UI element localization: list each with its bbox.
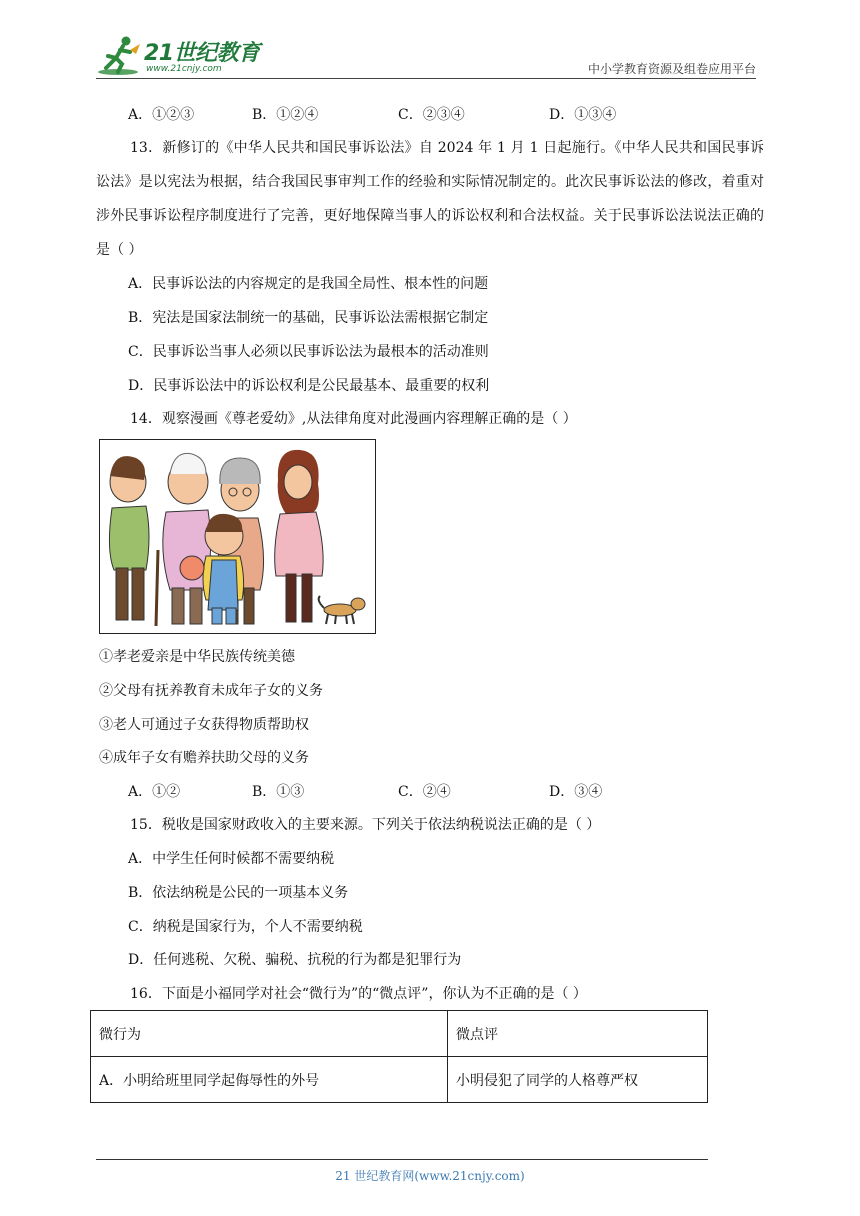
q16-stem: 16．下面是小福同学对社会“微行为”的“微点评”，你认为不正确的是（ ） bbox=[130, 986, 587, 1002]
q16-table bbox=[90, 1010, 708, 1103]
q14-statement-4: ④成年子女有赡养扶助父母的义务 bbox=[99, 750, 309, 766]
q13-option-c[interactable]: C．民事诉讼当事人必须以民事诉讼法为最根本的活动准则 bbox=[128, 344, 489, 360]
q14-options bbox=[128, 782, 602, 802]
runner-logo-icon bbox=[96, 34, 144, 78]
q13-option-d[interactable]: D．民事诉讼法中的诉讼权利是公民最基本、最重要的权利 bbox=[128, 378, 490, 394]
q12-option-d[interactable]: D．①③④ bbox=[549, 107, 617, 123]
q14-option-c[interactable]: C．②④ bbox=[398, 784, 451, 800]
platform-title: 中小学教育资源及组卷应用平台 bbox=[587, 62, 756, 76]
q13-option-b[interactable]: B．宪法是国家法制统一的基础，民事诉讼法需根据它制定 bbox=[128, 310, 489, 326]
logo-text: 21世纪教育 bbox=[144, 41, 260, 66]
table-cell-behavior[interactable]: A．小明给班里同学起侮辱性的外号 bbox=[91, 1057, 448, 1103]
q14-statement-1: ①孝老爱亲是中华民族传统美德 bbox=[99, 649, 295, 665]
q12-options bbox=[128, 105, 616, 125]
cartoon-respect-elders bbox=[99, 439, 376, 634]
logo-url: www.21cnjy.com bbox=[146, 64, 222, 74]
q15-option-a[interactable]: A．中学生任何时候都不需要纳税 bbox=[128, 851, 335, 867]
table-header-behavior: 微行为 bbox=[91, 1011, 448, 1057]
table-cell-comment: 小明侵犯了同学的人格尊严权 bbox=[448, 1057, 708, 1103]
q14-statement-3: ③老人可通过子女获得物质帮助权 bbox=[99, 717, 309, 733]
header-divider bbox=[96, 78, 756, 79]
site-logo[interactable] bbox=[96, 34, 266, 78]
q15-stem: 15．税收是国家财政收入的主要来源。下列关于依法纳税说法正确的是（ ） bbox=[130, 817, 601, 833]
q14-option-a[interactable]: A．①② bbox=[128, 784, 181, 800]
q14-option-b[interactable]: B．①③ bbox=[252, 784, 305, 800]
family-cartoon-illustration bbox=[100, 440, 376, 634]
table-header-comment: 微点评 bbox=[448, 1011, 708, 1057]
q15-option-d[interactable]: D．任何逃税、欠税、骗税、抗税的行为都是犯罪行为 bbox=[128, 952, 462, 968]
q12-option-c[interactable]: C．②③④ bbox=[398, 107, 465, 123]
q15-option-c[interactable]: C．纳税是国家行为，个人不需要纳税 bbox=[128, 919, 363, 935]
q14-option-d[interactable]: D．③④ bbox=[549, 784, 603, 800]
table-header-row bbox=[91, 1011, 708, 1057]
q12-option-a[interactable]: A．①②③ bbox=[128, 107, 195, 123]
q13-stem: 13．新修订的《中华人民共和国民事诉讼法》自 2024 年 1 月 1 日起施行。《中华人民共和国民事诉讼法》是以宪法为根据，结合我国民事审判工作的经验和实际情况制定的。此次民事诉讼法的修改，着重对涉外民事诉讼程序制度进行了完善，更好地保障当事人的诉讼权利和合法权益。关于民事诉讼法说法正确的是（ ） bbox=[96, 140, 764, 258]
q14-statement-2: ②父母有抚养教育未成年子女的义务 bbox=[99, 683, 323, 699]
q15-option-b[interactable]: B．依法纳税是公民的一项基本义务 bbox=[128, 885, 349, 901]
footer-link[interactable]: 21 世纪教育网(www.21cnjy.com) bbox=[335, 1169, 525, 1183]
q12-option-b[interactable]: B．①②④ bbox=[252, 107, 319, 123]
page-header bbox=[96, 30, 756, 78]
q14-stem: 14．观察漫画《尊老爱幼》,从法律角度对此漫画内容理解正确的是（ ） bbox=[130, 411, 577, 427]
footer-divider bbox=[96, 1159, 708, 1160]
q13-option-a[interactable]: A．民事诉讼法的内容规定的是我国全局性、根本性的问题 bbox=[128, 276, 489, 292]
table-row bbox=[91, 1057, 708, 1103]
